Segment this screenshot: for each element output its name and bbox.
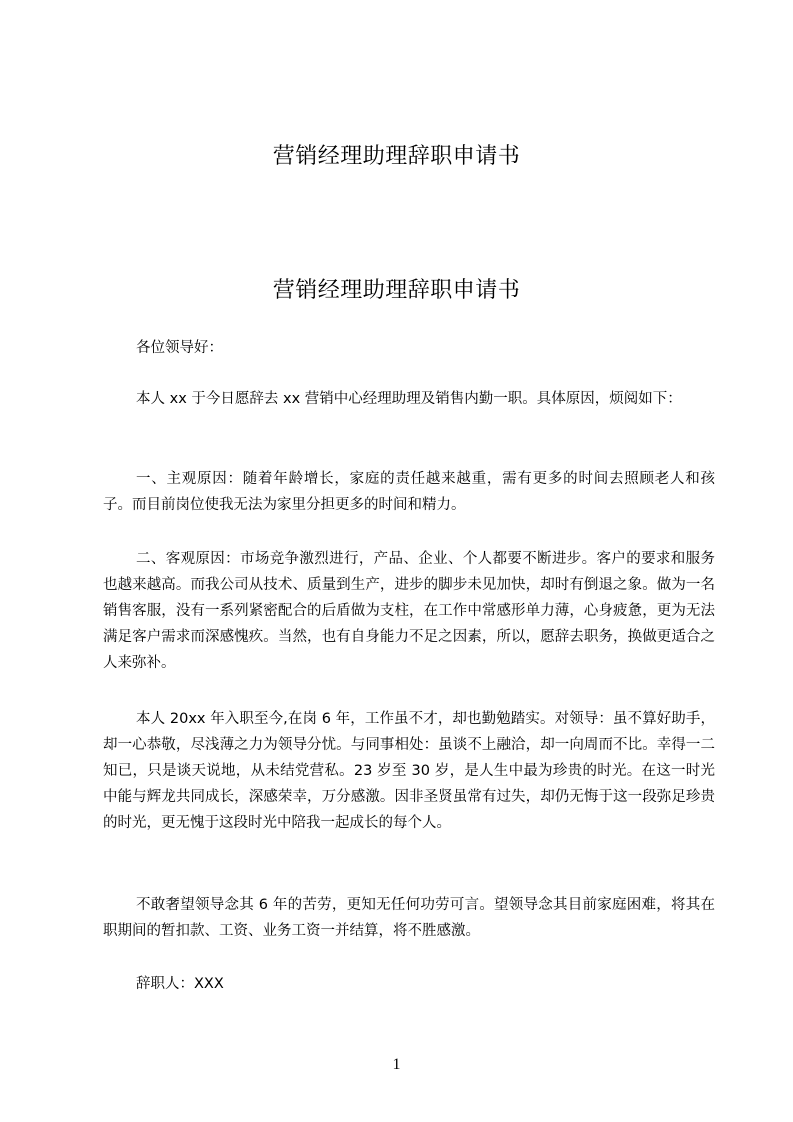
paragraph-work-history: 本人 20xx 年入职至今,在岗 6 年，工作虽不才，却也勤勉踏实。对领导：虽不算好助手，却一心恭敬，尽浅薄之力为领导分忧。与同事相处：虽谈不上融洽，却一向周而不比。幸得一二知已，只是谈天说地，从未结党营私。23 岁至 30 岁，是人生中最为珍贵的时光。在这一时光中能与辉龙共同成长，深感荣幸，万分感激。因非圣贤虽常有过失，却仍无悔于这一段弥足珍贵的时光，更无愧于这段时光中陪我一起成长的每个人。 xyxy=(103,711,715,831)
paragraph-intro: 本人 xx 于今日愿辞去 xx 营销中心经理助理及销售内勤一职。具体原因，烦阅如下： xyxy=(136,391,682,407)
paragraph-request: 不敢奢望领导念其 6 年的苦劳，更知无任何功劳可言。望领导念其目前家庭困难，将其在职期间的暂扣款、工资、业务工资一并结算，将不胜感激。 xyxy=(103,897,715,939)
paragraph-objective-reason: 二、客观原因：市场竞争激烈进行，产品、企业、个人都要不断进步。客户的要求和服务也越来越高。而我公司从技术、质量到生产，进步的脚步未见加快，却时有倒退之象。做为一名销售客服，没有一系列紧密配合的后盾做为支柱，在工作中常感形单力薄，心身疲惫，更为无法满足客户需求而深感愧疚。当然，也有自身能力不足之因素，所以，愿辞去职务，换做更适合之人来弥补。 xyxy=(103,551,715,671)
salutation: 各位领导好： xyxy=(136,340,223,356)
cover-title: 营销经理助理辞职申请书 xyxy=(272,144,521,169)
document-title: 营销经理助理辞职申请书 xyxy=(272,278,521,303)
paragraph-subjective-reason: 一、主观原因：随着年龄增长，家庭的责任越来越重，需有更多的时间去照顾老人和孩子。而目前岗位使我无法为家里分担更多的时间和精力。 xyxy=(103,471,715,513)
page-number: 1 xyxy=(392,1056,401,1073)
signature: 辞职人：XXX xyxy=(136,976,224,992)
